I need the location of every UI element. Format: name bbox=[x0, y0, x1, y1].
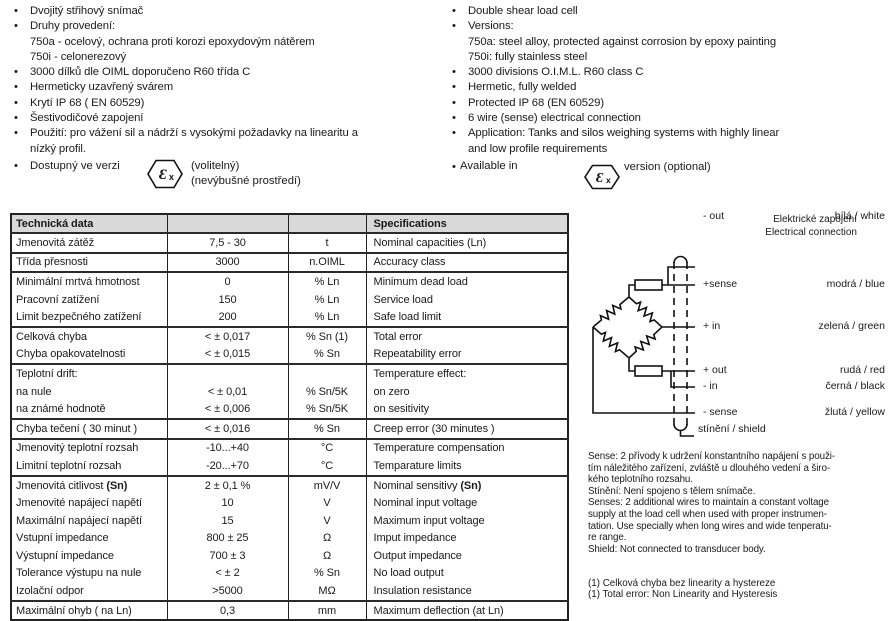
cell-unit: % Sn/5K bbox=[288, 400, 366, 419]
cell-english-label bbox=[366, 327, 568, 346]
cell-value: >5000 bbox=[167, 582, 288, 601]
bullet-marker: • bbox=[452, 96, 456, 109]
table-row bbox=[11, 419, 568, 439]
cell-unit bbox=[288, 364, 366, 383]
cell-english-label bbox=[366, 439, 568, 458]
cell-unit: °C bbox=[288, 439, 366, 458]
list-item bbox=[447, 19, 893, 34]
list-item bbox=[9, 65, 441, 80]
bullet-marker: • bbox=[14, 20, 18, 33]
bullet-marker: • bbox=[452, 127, 456, 140]
cell-unit: Ω bbox=[288, 547, 366, 565]
cell-unit: n.OIML bbox=[288, 253, 366, 273]
english-label-text: Repeatability error bbox=[373, 348, 462, 361]
cell-unit: % Ln bbox=[288, 272, 366, 291]
cell-unit: % Sn/5K bbox=[288, 383, 366, 401]
list-item bbox=[447, 35, 893, 50]
svg-text:x: x bbox=[169, 171, 175, 182]
cell-czech-label bbox=[11, 419, 167, 439]
english-label-bold: (Sn) bbox=[460, 479, 482, 492]
list-item bbox=[447, 65, 893, 80]
bullet-marker: • bbox=[452, 20, 456, 33]
bullet-marker bbox=[9, 35, 30, 50]
czech-label-text: Jmenovitá citlivost bbox=[16, 479, 107, 492]
ex-atex-icon bbox=[584, 164, 620, 190]
cell-czech-label bbox=[11, 476, 167, 495]
svg-text:Ɛ: Ɛ bbox=[596, 170, 604, 186]
note-line: Stínění: Není spojeno s tělem snímače. bbox=[588, 485, 756, 497]
czech-label-text: Limitní teplotní rozsah bbox=[16, 459, 122, 472]
note-line: tím náležitého zařízení, zvláště u dlouhého vedení a širo- bbox=[588, 462, 830, 474]
list-item bbox=[447, 50, 893, 65]
list-item bbox=[447, 80, 893, 95]
english-label-text: Temparature limits bbox=[373, 459, 462, 472]
header-value bbox=[167, 214, 288, 233]
wire-row bbox=[703, 364, 885, 376]
czech-label-text: Minimální mrtvá hmotnost bbox=[16, 275, 140, 288]
bullet-marker: • bbox=[452, 5, 456, 17]
czech-label-text: Jmenovité napájecí napětí bbox=[16, 497, 142, 510]
table-row bbox=[11, 233, 568, 253]
wire-terminal-label: + out bbox=[703, 364, 727, 376]
diagram-title-english: Electrical connection bbox=[765, 226, 857, 238]
features-list-czech bbox=[9, 4, 441, 193]
list-item-text: 750i: fully stainless steel bbox=[468, 50, 588, 63]
list-item bbox=[447, 96, 893, 111]
english-label-text: Maximum input voltage bbox=[373, 514, 485, 527]
cell-value: 15 bbox=[167, 512, 288, 530]
table-row bbox=[11, 364, 568, 383]
list-item bbox=[9, 50, 441, 65]
list-item bbox=[447, 126, 893, 141]
czech-label-text: Maximální ohyb ( na Ln) bbox=[16, 604, 132, 617]
ex-atex-icon bbox=[147, 159, 183, 189]
cell-czech-label bbox=[11, 383, 167, 401]
cell-english-label bbox=[366, 457, 568, 476]
czech-label-text: Vstupní impedance bbox=[16, 532, 109, 545]
cell-value: 800 ± 25 bbox=[167, 530, 288, 548]
list-item-text: Versions: bbox=[468, 20, 514, 33]
cell-unit: °C bbox=[288, 457, 366, 476]
cell-value: 10 bbox=[167, 494, 288, 512]
english-label-text: on zero bbox=[373, 385, 410, 398]
czech-label-text: na známé hodnotě bbox=[16, 403, 106, 416]
note-line: Shield: Not connected to transducer body. bbox=[588, 543, 766, 555]
cell-value: < ± 0,015 bbox=[167, 346, 288, 365]
header-english: Specifications bbox=[366, 214, 568, 233]
bullet-marker bbox=[447, 50, 468, 65]
cell-unit: t bbox=[288, 233, 366, 253]
cell-czech-label bbox=[11, 582, 167, 601]
bullet-marker: • bbox=[452, 81, 456, 94]
table-row bbox=[11, 494, 568, 512]
czech-label-text: Izolační odpor bbox=[16, 585, 84, 598]
wire-color-label: zelená / green bbox=[818, 320, 885, 332]
list-item-text: Hermeticky uzavřený svárem bbox=[30, 81, 174, 94]
cell-english-label bbox=[366, 233, 568, 253]
wire-color-label: žlutá / yellow bbox=[824, 406, 885, 418]
czech-label-text: Tolerance výstupu na nule bbox=[16, 567, 142, 580]
wire-color-label: černá / black bbox=[825, 380, 885, 392]
english-label-text: Total error bbox=[373, 330, 422, 343]
bullet-marker: • bbox=[14, 127, 18, 140]
cell-value: < ± 2 bbox=[167, 565, 288, 583]
list-item bbox=[447, 111, 893, 126]
list-item bbox=[447, 4, 893, 19]
cell-czech-label bbox=[11, 327, 167, 346]
cell-value: 2 ± 0,1 % bbox=[167, 476, 288, 495]
table-row bbox=[11, 439, 568, 458]
features-list-english-items bbox=[447, 4, 893, 157]
cell-unit: mm bbox=[288, 601, 366, 621]
english-label-text: Temperature compensation bbox=[373, 442, 505, 455]
table-row bbox=[11, 272, 568, 291]
cell-value bbox=[167, 364, 288, 383]
list-item bbox=[9, 111, 441, 126]
svg-text:x: x bbox=[606, 174, 611, 185]
cell-english-label bbox=[366, 291, 568, 309]
cell-unit: % Ln bbox=[288, 308, 366, 327]
wire-row bbox=[703, 210, 885, 222]
table-row bbox=[11, 582, 568, 601]
bullet-marker: • bbox=[452, 66, 456, 79]
wire-color-label: modrá / blue bbox=[826, 278, 885, 290]
cell-english-label bbox=[366, 346, 568, 365]
bullet-marker: • bbox=[14, 81, 18, 94]
cell-czech-label bbox=[11, 253, 167, 273]
list-item-text: Krytí IP 68 ( EN 60529) bbox=[30, 96, 145, 109]
list-item-text: 750a - ocelový, ochrana proti korozi epoxydovým nátěrem bbox=[30, 35, 315, 48]
bullet-marker: • bbox=[14, 159, 18, 172]
bullet-marker bbox=[9, 142, 30, 157]
english-label-text: Minimum dead load bbox=[373, 275, 468, 288]
note-line: Sense: 2 přívody k udržení konstantního napájení s použi- bbox=[588, 451, 836, 462]
tech-data-table bbox=[10, 213, 569, 621]
list-item bbox=[447, 142, 893, 157]
cell-value: 150 bbox=[167, 291, 288, 309]
cell-value: < ± 0,016 bbox=[167, 419, 288, 439]
cell-english-label bbox=[366, 253, 568, 273]
cell-english-label bbox=[366, 383, 568, 401]
list-item bbox=[9, 80, 441, 95]
table-header-row bbox=[11, 214, 568, 233]
cell-english-label bbox=[366, 530, 568, 548]
list-item-text: 3000 divisions O.I.M.L. R60 class C bbox=[468, 66, 644, 79]
cell-value: 7,5 - 30 bbox=[167, 233, 288, 253]
table-row bbox=[11, 400, 568, 419]
cell-english-label bbox=[366, 308, 568, 327]
list-item bbox=[9, 4, 441, 19]
list-item-text: and low profile requirements bbox=[468, 142, 608, 155]
cell-czech-label bbox=[11, 364, 167, 383]
czech-label-text: Limit bezpečného zatížení bbox=[16, 311, 142, 324]
czech-label-text: Celková chyba bbox=[16, 330, 87, 343]
cell-czech-label bbox=[11, 291, 167, 309]
cell-czech-label bbox=[11, 346, 167, 365]
cell-english-label bbox=[366, 582, 568, 601]
cell-english-label bbox=[366, 272, 568, 291]
wiring-diagram-panel bbox=[590, 210, 896, 455]
table-row bbox=[11, 327, 568, 346]
table-row bbox=[11, 291, 568, 309]
ex-post-text bbox=[191, 159, 301, 190]
english-label-text: Safe load limit bbox=[373, 311, 442, 324]
cell-unit: % Ln bbox=[288, 291, 366, 309]
list-item-text: Hermetic, fully welded bbox=[468, 81, 577, 94]
table-row bbox=[11, 457, 568, 476]
cell-unit: % Sn bbox=[288, 565, 366, 583]
cell-value: -10...+40 bbox=[167, 439, 288, 458]
cell-czech-label bbox=[11, 272, 167, 291]
wire-row bbox=[703, 320, 885, 332]
cell-value: 200 bbox=[167, 308, 288, 327]
cell-czech-label bbox=[11, 439, 167, 458]
cell-czech-label bbox=[11, 530, 167, 548]
table-row bbox=[11, 476, 568, 495]
list-item bbox=[9, 35, 441, 50]
table-row bbox=[11, 530, 568, 548]
list-item-text: Application: Tanks and silos weighing systems with highly linear bbox=[468, 127, 780, 140]
czech-label-text: Chyba opakovatelnosti bbox=[16, 348, 126, 361]
list-item-text: Šestivodičové zapojení bbox=[30, 112, 144, 125]
cell-english-label bbox=[366, 364, 568, 383]
bullet-marker bbox=[447, 35, 468, 50]
cell-unit: MΩ bbox=[288, 582, 366, 601]
cell-english-label bbox=[366, 419, 568, 439]
header-unit bbox=[288, 214, 366, 233]
czech-label-text: Maximální napájecí napětí bbox=[16, 514, 142, 527]
cell-unit: % Sn bbox=[288, 419, 366, 439]
header-czech: Technická data bbox=[11, 214, 167, 233]
cell-czech-label bbox=[11, 494, 167, 512]
ex-environment-label: (nevýbušné prostředí) bbox=[191, 175, 301, 188]
list-item-text: nízký profil. bbox=[30, 142, 86, 155]
czech-label-text: Teplotní drift: bbox=[16, 367, 78, 380]
czech-label-text: Výstupní impedance bbox=[16, 549, 114, 562]
cell-czech-label bbox=[11, 457, 167, 476]
available-version-row-czech bbox=[9, 157, 441, 193]
cell-english-label bbox=[366, 565, 568, 583]
footnote-english: (1) Total error: Non Linearity and Hysteresis bbox=[588, 589, 778, 601]
english-label-text: Insulation resistance bbox=[373, 585, 472, 598]
list-item-text: 3000 dílků dle OIML doporučeno R60 třída C bbox=[30, 66, 251, 79]
wire-row bbox=[703, 406, 885, 418]
english-label-text: on sesitivity bbox=[373, 403, 430, 416]
cell-value: 0 bbox=[167, 272, 288, 291]
cell-czech-label bbox=[11, 512, 167, 530]
cell-english-label bbox=[366, 601, 568, 621]
table-row bbox=[11, 512, 568, 530]
english-label-text: Accuracy class bbox=[373, 256, 446, 269]
cell-czech-label bbox=[11, 565, 167, 583]
wire-terminal-label: + in bbox=[703, 320, 721, 332]
ex-post-text: version (optional) bbox=[624, 160, 711, 173]
bullet-marker: • bbox=[14, 5, 18, 17]
list-item bbox=[9, 126, 441, 141]
english-label-text: Service load bbox=[373, 293, 433, 306]
available-version-row-english bbox=[447, 157, 893, 193]
wire-row bbox=[703, 278, 885, 290]
czech-label-text: Chyba tečení ( 30 minut ) bbox=[16, 422, 138, 435]
table-row bbox=[11, 547, 568, 565]
cell-value: < ± 0,017 bbox=[167, 327, 288, 346]
diagram-title-czech: Elektrické zapojení bbox=[773, 214, 857, 225]
english-label-text: Output impedance bbox=[373, 549, 462, 562]
table-row bbox=[11, 383, 568, 401]
table-row bbox=[11, 565, 568, 583]
cell-unit: % Sn (1) bbox=[288, 327, 366, 346]
bullet-marker: • bbox=[452, 160, 456, 173]
cell-unit: mV/V bbox=[288, 476, 366, 495]
table-row bbox=[11, 308, 568, 327]
cell-value: 3000 bbox=[167, 253, 288, 273]
cell-czech-label bbox=[11, 308, 167, 327]
footnotes bbox=[588, 578, 892, 601]
table-row bbox=[11, 253, 568, 273]
note-line: kého teplotního rozsahu. bbox=[588, 474, 693, 486]
note-line: re range. bbox=[588, 532, 627, 544]
bullet-marker bbox=[447, 142, 468, 157]
czech-label-text: Jmenovitý teplotní rozsah bbox=[16, 442, 139, 455]
cell-english-label bbox=[366, 476, 568, 495]
czech-label-bold: (Sn) bbox=[106, 479, 128, 492]
english-label-text: Creep error (30 minutes ) bbox=[373, 422, 495, 435]
cell-unit: V bbox=[288, 512, 366, 530]
ex-optional-label: (volitelný) bbox=[191, 159, 240, 172]
wire-terminal-label: - sense bbox=[703, 406, 738, 418]
english-label-text: Imput impedance bbox=[373, 532, 457, 545]
cell-czech-label bbox=[11, 601, 167, 621]
cell-value: 0,3 bbox=[167, 601, 288, 621]
bullet-marker: • bbox=[452, 112, 456, 125]
cell-unit: % Sn bbox=[288, 346, 366, 365]
czech-label-text: Jmenovitá zátěž bbox=[16, 236, 94, 249]
wire-row bbox=[703, 380, 885, 392]
czech-label-text: Pracovní zatížení bbox=[16, 293, 100, 306]
svg-text:Ɛ: Ɛ bbox=[159, 166, 167, 183]
cell-unit: Ω bbox=[288, 530, 366, 548]
english-label-text: Nominal capacities (Ln) bbox=[373, 236, 487, 249]
list-item bbox=[9, 96, 441, 111]
english-label-text: Temperature effect: bbox=[373, 367, 467, 380]
list-item-text: Dvojitý střihový snímač bbox=[30, 5, 144, 17]
list-item-text: Použití: pro vážení sil a nádrží s vysokými požadavky na linearitu a bbox=[30, 127, 358, 140]
cell-value: < ± 0,01 bbox=[167, 383, 288, 401]
ex-pre-text: Available in bbox=[460, 159, 518, 172]
cell-english-label bbox=[366, 400, 568, 419]
note-line: supply at the load cell when used with proper instrumen- bbox=[588, 508, 827, 520]
cell-value: < ± 0,006 bbox=[167, 400, 288, 419]
wire-terminal-label: - out bbox=[703, 210, 725, 222]
list-item-text: 750i - celonerezový bbox=[30, 50, 127, 63]
ex-pre-text: Dostupný ve verzi bbox=[30, 159, 120, 172]
wire-terminal-label: +sense bbox=[703, 278, 738, 290]
list-item-text: Double shear load cell bbox=[468, 5, 578, 17]
list-item-text: Druhy provedení: bbox=[30, 20, 116, 33]
english-label-text: Nominal sensitivy bbox=[373, 479, 461, 492]
list-item-text: 750a: steel alloy, protected against corrosion by epoxy painting bbox=[468, 35, 777, 48]
wire-terminal-label: - in bbox=[703, 380, 718, 392]
czech-label-text: na nule bbox=[16, 385, 52, 398]
table-row bbox=[11, 346, 568, 365]
wire-color-label: rudá / red bbox=[840, 364, 885, 376]
cell-english-label bbox=[366, 547, 568, 565]
footnote-czech: (1) Celková chyba bez linearity a hystereze bbox=[588, 578, 776, 589]
shield-label: stínění / shield bbox=[698, 423, 766, 435]
cell-value: 700 ± 3 bbox=[167, 547, 288, 565]
cell-value: -20...+70 bbox=[167, 457, 288, 476]
bullet-marker bbox=[9, 50, 30, 65]
list-item-text: 6 wire (sense) electrical connection bbox=[468, 112, 641, 125]
wire-color-label: bílá / white bbox=[834, 210, 885, 222]
wire-labels bbox=[590, 210, 896, 455]
cell-czech-label bbox=[11, 547, 167, 565]
list-item-text: Protected IP 68 (EN 60529) bbox=[468, 96, 604, 109]
bullet-marker: • bbox=[14, 96, 18, 109]
english-label-text: Maximum deflection (at Ln) bbox=[373, 604, 504, 617]
list-item bbox=[9, 142, 441, 157]
bullet-marker: • bbox=[14, 66, 18, 79]
features-list-english bbox=[447, 4, 893, 193]
czech-label-text: Třída přesnosti bbox=[16, 256, 88, 269]
cell-czech-label bbox=[11, 400, 167, 419]
english-label-text: No load output bbox=[373, 567, 444, 580]
english-label-text: Nominal input voltage bbox=[373, 497, 478, 510]
cell-unit: V bbox=[288, 494, 366, 512]
cell-english-label bbox=[366, 512, 568, 530]
note-line: tation. Use specially when long wires and wide tenperatu- bbox=[588, 520, 832, 532]
cell-czech-label bbox=[11, 233, 167, 253]
bullet-marker: • bbox=[14, 112, 18, 125]
features-list-czech-items bbox=[9, 4, 441, 157]
list-item bbox=[9, 19, 441, 34]
table-row bbox=[11, 601, 568, 621]
sense-shield-notes bbox=[588, 451, 892, 555]
note-line: Senses: 2 additional wires to maintain a constant voltage bbox=[588, 497, 830, 509]
cell-english-label bbox=[366, 494, 568, 512]
